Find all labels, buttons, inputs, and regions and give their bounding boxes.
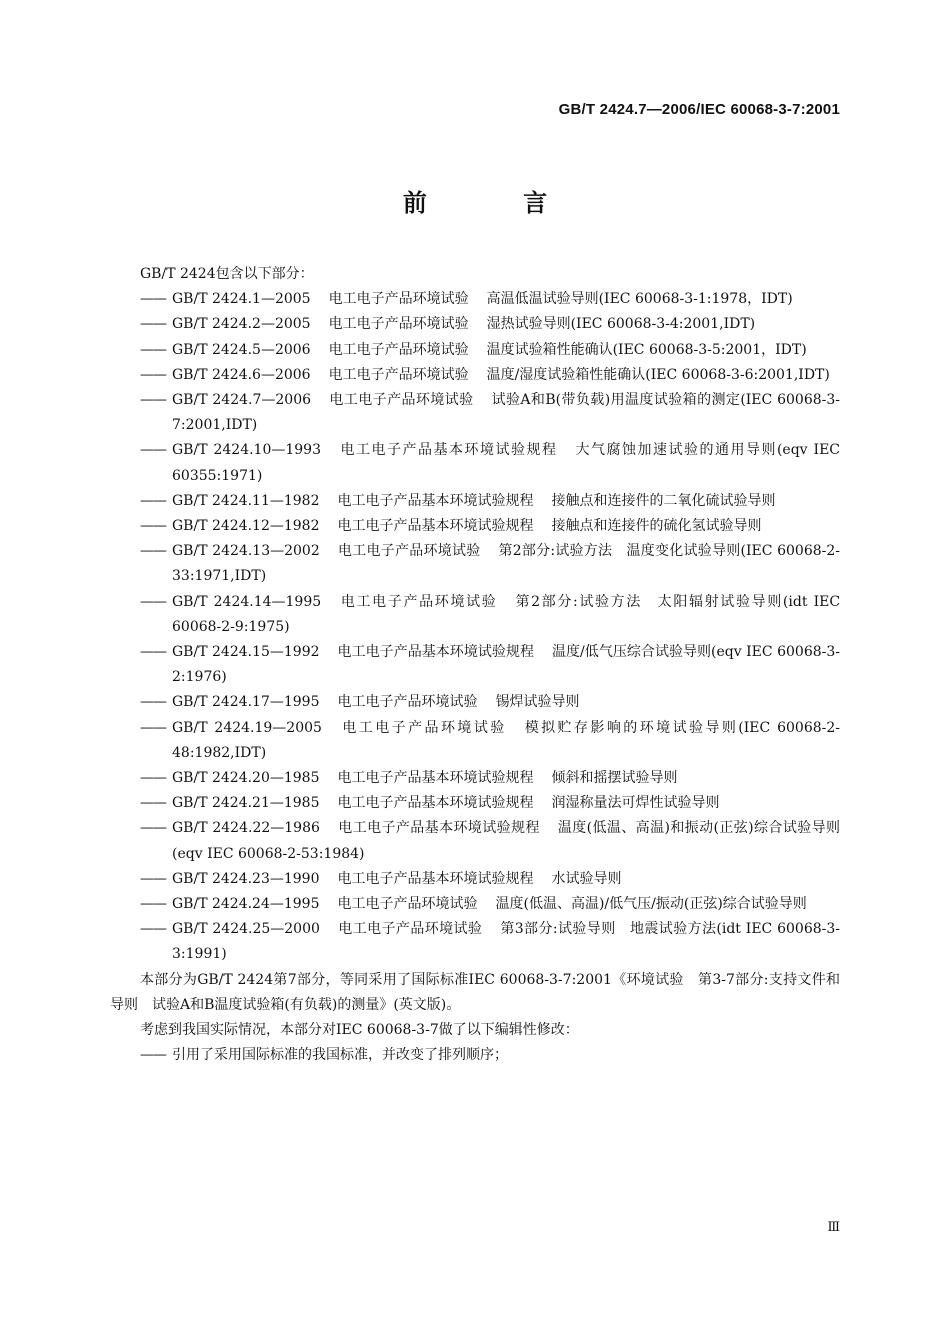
- dash-marker: ——: [140, 644, 166, 661]
- dash-marker: ——: [140, 719, 166, 736]
- list-item-text: [172, 438, 840, 488]
- list-item: [110, 539, 840, 589]
- standard-detail: 水试验导则: [551, 870, 622, 887]
- standard-code: GB/T 2424.21—1985: [172, 795, 320, 812]
- list-item: [110, 438, 840, 488]
- list-item-text: [172, 690, 840, 715]
- standard-code: GB/T 2424.12—1982: [172, 518, 320, 535]
- list-item-text: [172, 791, 840, 816]
- dash-marker: ——: [140, 593, 166, 610]
- dash-marker: ——: [140, 820, 166, 837]
- standard-detail: 润湿称量法可焊性试验导则: [551, 795, 720, 812]
- standard-detail: 第3部分:试验导则 地震试验方法(idt IEC 60068-3-3:1991): [172, 921, 841, 963]
- modification-item-text: 引用了采用国际标准的我国标准，并改变了排列顺序；: [172, 1047, 508, 1064]
- standard-name: 电工电子产品基本环境试验规程: [337, 870, 534, 887]
- standard-detail: 大气腐蚀加速试验的通用导则(eqv IEC 60355:1971): [172, 442, 840, 484]
- standard-detail: 第2部分:试验方法 温度变化试验导则(IEC 60068-2-33:1971,IDT): [172, 543, 841, 585]
- list-item-text: [172, 766, 840, 791]
- standard-name: 电工电子产品基本环境试验规程: [337, 492, 534, 509]
- list-item: [110, 514, 840, 539]
- preface-content: [110, 262, 840, 1069]
- list-item-text: [172, 312, 840, 337]
- standard-detail: 模拟贮存影响的环境试验导则(IEC 60068-2-48:1982,IDT): [172, 719, 841, 761]
- dash-marker: ——: [140, 921, 166, 938]
- dash-marker: ——: [140, 492, 166, 509]
- standard-code: GB/T 2424.15—1992: [172, 644, 320, 661]
- standard-code: GB/T 2424.2—2005: [172, 316, 311, 333]
- standard-code: GB/T 2424.10—1993: [172, 442, 321, 459]
- dash-marker: ——: [140, 870, 166, 887]
- list-item: [110, 716, 840, 766]
- list-item: [110, 892, 840, 917]
- list-item-text: [172, 917, 840, 967]
- list-item-text: [172, 514, 840, 539]
- dash-marker: ——: [140, 341, 166, 358]
- standard-code: GB/T 2424.19—2005: [172, 719, 322, 736]
- dash-marker: ——: [140, 543, 166, 560]
- list-item: [110, 489, 840, 514]
- standard-name: 电工电子产品环境试验: [337, 543, 481, 560]
- standard-detail: 接触点和连接件的二氧化硫试验导则: [551, 492, 776, 509]
- dash-marker: ——: [140, 392, 166, 409]
- list-item-text: [172, 640, 840, 690]
- list-item-text: [172, 716, 840, 766]
- list-item-text: [172, 590, 840, 640]
- standard-code: GB/T 2424.20—1985: [172, 770, 320, 787]
- standard-name: 电工电子产品基本环境试验规程: [337, 820, 540, 837]
- dash-marker: ——: [140, 291, 166, 308]
- list-item-text: [172, 867, 840, 892]
- list-item-text: [172, 287, 840, 312]
- page-number: Ⅲ: [827, 1220, 840, 1235]
- adoption-paragraph: 本部分为GB/T 2424第7部分，等同采用了国际标准IEC 60068-3-7:2001《环境试验 第3-7部分:支持文件和导则 试验A和B温度试验箱(有负载)的测量》(英文版)。: [110, 971, 840, 1013]
- list-item: [110, 312, 840, 337]
- standard-detail: 接触点和连接件的硫化氢试验导则: [551, 518, 762, 535]
- dash-marker: ——: [140, 896, 166, 913]
- standard-code: GB/T 2424.5—2006: [172, 341, 311, 358]
- dash-marker: ——: [140, 442, 166, 459]
- standard-detail: 温度/湿度试验箱性能确认(IEC 60068-3-6:2001,IDT): [486, 366, 830, 383]
- standard-detail: 温度/低气压综合试验导则(eqv IEC 60068-3-2:1976): [172, 644, 841, 686]
- dash-marker: ——: [140, 1047, 166, 1064]
- standard-code: GB/T 2424.6—2006: [172, 366, 311, 383]
- list-item: [110, 640, 840, 690]
- list-item-text: [172, 388, 840, 438]
- standard-name: 电工电子产品环境试验: [337, 921, 483, 938]
- standard-name: 电工电子产品环境试验: [339, 593, 498, 610]
- dash-marker: ——: [140, 694, 166, 711]
- standard-code: GB/T 2424.17—1995: [172, 694, 320, 711]
- dash-marker: ——: [140, 795, 166, 812]
- page-title: 前 言: [402, 189, 592, 217]
- dash-marker: ——: [140, 770, 166, 787]
- standard-detail: 锡焊试验导则: [495, 694, 580, 711]
- standard-name: 电工电子产品基本环境试验规程: [337, 644, 534, 661]
- standard-detail: 高温低温试验导则(IEC 60068-3-1:1978，IDT): [486, 291, 793, 308]
- dash-marker: ——: [140, 366, 166, 383]
- standard-detail: 湿热试验导则(IEC 60068-3-4:2001,IDT): [486, 316, 756, 333]
- list-item-text: [172, 489, 840, 514]
- standard-id-header: GB/T 2424.7—2006/IEC 60068-3-7:2001: [558, 101, 840, 118]
- standard-name: 电工电子产品环境试验: [339, 719, 507, 736]
- standard-name: 电工电子产品环境试验: [328, 341, 469, 358]
- standard-code: GB/T 2424.23—1990: [172, 870, 320, 887]
- list-item-text: [172, 539, 840, 589]
- standard-name: 电工电子产品基本环境试验规程: [339, 442, 558, 459]
- standard-code: GB/T 2424.7—2006: [172, 392, 312, 409]
- list-item: [110, 690, 840, 715]
- intro-paragraph: GB/T 2424包含以下部分：: [140, 266, 314, 282]
- dash-marker: ——: [140, 518, 166, 535]
- list-item: [110, 766, 840, 791]
- standard-name: 电工电子产品基本环境试验规程: [337, 795, 534, 812]
- list-item: [110, 388, 840, 438]
- dash-marker: ——: [140, 316, 166, 333]
- standard-code: GB/T 2424.11—1982: [172, 492, 320, 509]
- list-item: [110, 791, 840, 816]
- standard-code: GB/T 2424.22—1986: [172, 820, 320, 837]
- standard-detail: 温度试验箱性能确认(IEC 60068-3-5:2001，IDT): [486, 341, 807, 358]
- list-item-text: [172, 816, 840, 866]
- list-item: [110, 867, 840, 892]
- list-item: [110, 590, 840, 640]
- list-item-text: [172, 338, 840, 363]
- standard-name: 电工电子产品环境试验: [337, 694, 478, 711]
- standard-detail: 试验A和B(带负载)用温度试验箱的测定(IEC 60068-3-7:2001,IDT): [172, 392, 841, 434]
- standard-detail: 第2部分:试验方法 太阳辐射试验导则(idt IEC 60068-2-9:1975): [172, 593, 841, 635]
- standard-name: 电工电子产品环境试验: [337, 896, 478, 913]
- standard-detail: 倾斜和摇摆试验导则: [551, 770, 678, 787]
- modification-paragraph: 考虑到我国实际情况，本部分对IEC 60068-3-7做了以下编辑性修改：: [140, 1022, 579, 1039]
- modification-item: [110, 1043, 840, 1068]
- standard-code: GB/T 2424.24—1995: [172, 896, 320, 913]
- list-item-text: [172, 892, 840, 917]
- list-item: [110, 287, 840, 312]
- standard-name: 电工电子产品环境试验: [329, 392, 474, 409]
- standard-code: GB/T 2424.13—2002: [172, 543, 320, 560]
- parts-list: [110, 287, 840, 967]
- standard-detail: 温度(低温、高温)/低气压/振动(正弦)综合试验导则: [495, 896, 807, 913]
- list-item: [110, 363, 840, 388]
- standard-name: 电工电子产品基本环境试验规程: [337, 770, 534, 787]
- standard-name: 电工电子产品基本环境试验规程: [337, 518, 534, 535]
- list-item-text: [172, 363, 840, 388]
- standard-name: 电工电子产品环境试验: [328, 291, 469, 308]
- standard-code: GB/T 2424.1—2005: [172, 291, 311, 308]
- standard-name: 电工电子产品环境试验: [328, 366, 469, 383]
- standard-detail: 温度(低温、高温)和振动(正弦)综合试验导则(eqv IEC 60068-2-53:1984): [172, 820, 840, 862]
- list-item: [110, 816, 840, 866]
- list-item: [110, 338, 840, 363]
- standard-code: GB/T 2424.25—2000: [172, 921, 320, 938]
- standard-code: GB/T 2424.14—1995: [172, 593, 322, 610]
- list-item: [110, 917, 840, 967]
- standard-name: 电工电子产品环境试验: [328, 316, 469, 333]
